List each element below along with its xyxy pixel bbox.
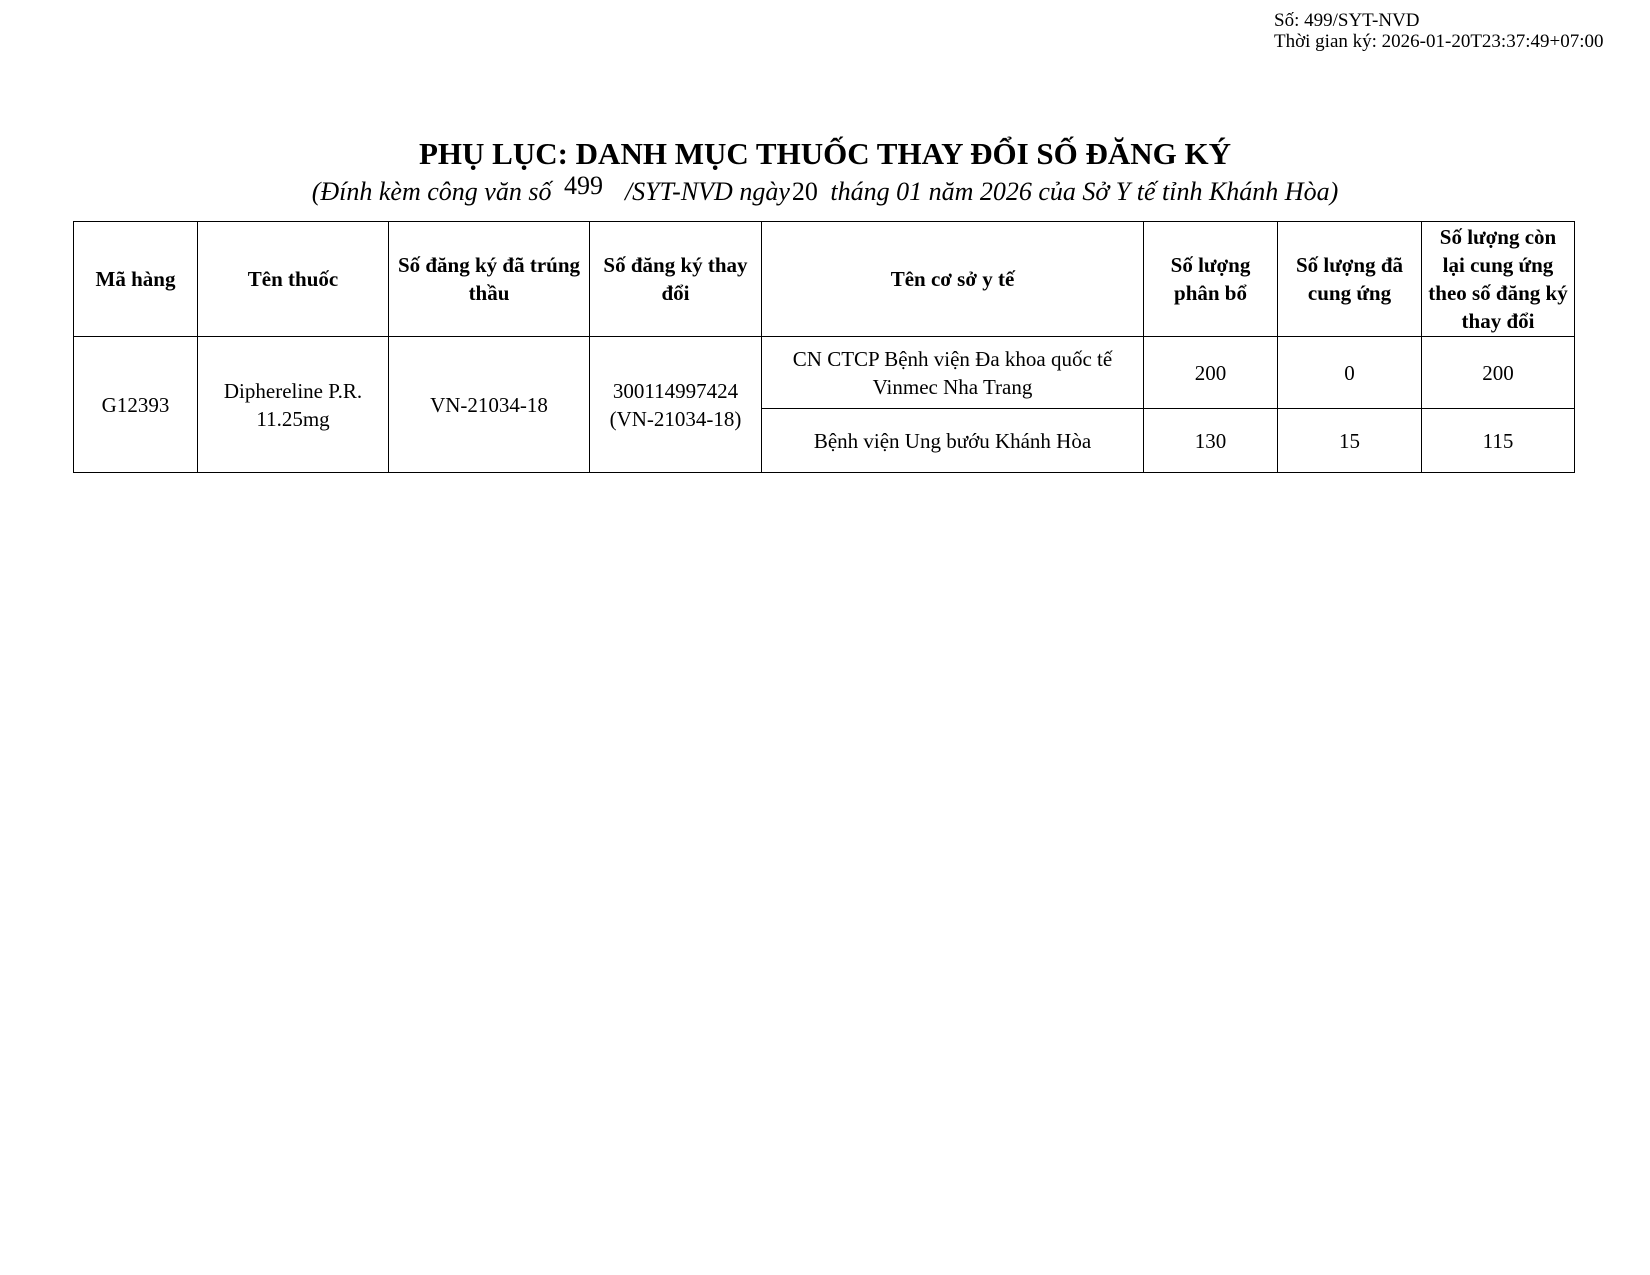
header-facility-name: Tên cơ sở y tế [762, 222, 1144, 337]
cell-awarded-reg-no: VN-21034-18 [389, 337, 590, 473]
cell-allocated-qty: 200 [1144, 337, 1278, 409]
stamp-document-number: Số: 499/SYT-NVD [1274, 10, 1420, 31]
cell-changed-reg-no: 300114997424 (VN-21034-18) [590, 337, 762, 473]
subtitle-doc-number: 499 [563, 171, 603, 200]
header-awarded-reg-no: Số đăng ký đã trúng thầu [389, 222, 590, 337]
subtitle-suffix: tháng 01 năm 2026 của Sở Y tế tỉnh Khánh Hòa) [830, 177, 1339, 206]
cell-remaining-qty: 200 [1422, 337, 1575, 409]
header-remaining-qty: Số lượng còn lại cung ứng theo số đăng ký thay đổi [1422, 222, 1575, 337]
cell-facility-name: CN CTCP Bệnh viện Đa khoa quốc tế Vinmec Nha Trang [762, 337, 1144, 409]
page-subtitle [0, 171, 1650, 208]
cell-drug-name: Diphereline P.R. 11.25mg [198, 337, 389, 473]
subtitle-day: 20 [791, 177, 818, 206]
cell-allocated-qty: 130 [1144, 409, 1278, 473]
header-drug-name: Tên thuốc [198, 222, 389, 337]
cell-facility-name: Bệnh viện Ung bướu Khánh Hòa [762, 409, 1144, 473]
header-item-code: Mã hàng [74, 222, 198, 337]
subtitle-middle: /SYT-NVD ngày [624, 177, 790, 206]
subtitle-prefix: (Đính kèm công văn số [311, 177, 552, 206]
table-row [74, 337, 1575, 409]
header-supplied-qty: Số lượng đã cung ứng [1278, 222, 1422, 337]
signature-stamp [1274, 10, 1604, 52]
cell-remaining-qty: 115 [1422, 409, 1575, 473]
header-allocated-qty: Số lượng phân bổ [1144, 222, 1278, 337]
cell-supplied-qty: 0 [1278, 337, 1422, 409]
page-title: PHỤ LỤC: DANH MỤC THUỐC THAY ĐỔI SỐ ĐĂNG KÝ [418, 136, 1232, 171]
cell-item-code: G12393 [74, 337, 198, 473]
table-header-row [74, 222, 1575, 337]
drug-registration-table [73, 221, 1575, 473]
header-changed-reg-no: Số đăng ký thay đổi [590, 222, 762, 337]
stamp-signed-time: Thời gian ký: 2026-01-20T23:37:49+07:00 [1274, 31, 1604, 52]
cell-supplied-qty: 15 [1278, 409, 1422, 473]
